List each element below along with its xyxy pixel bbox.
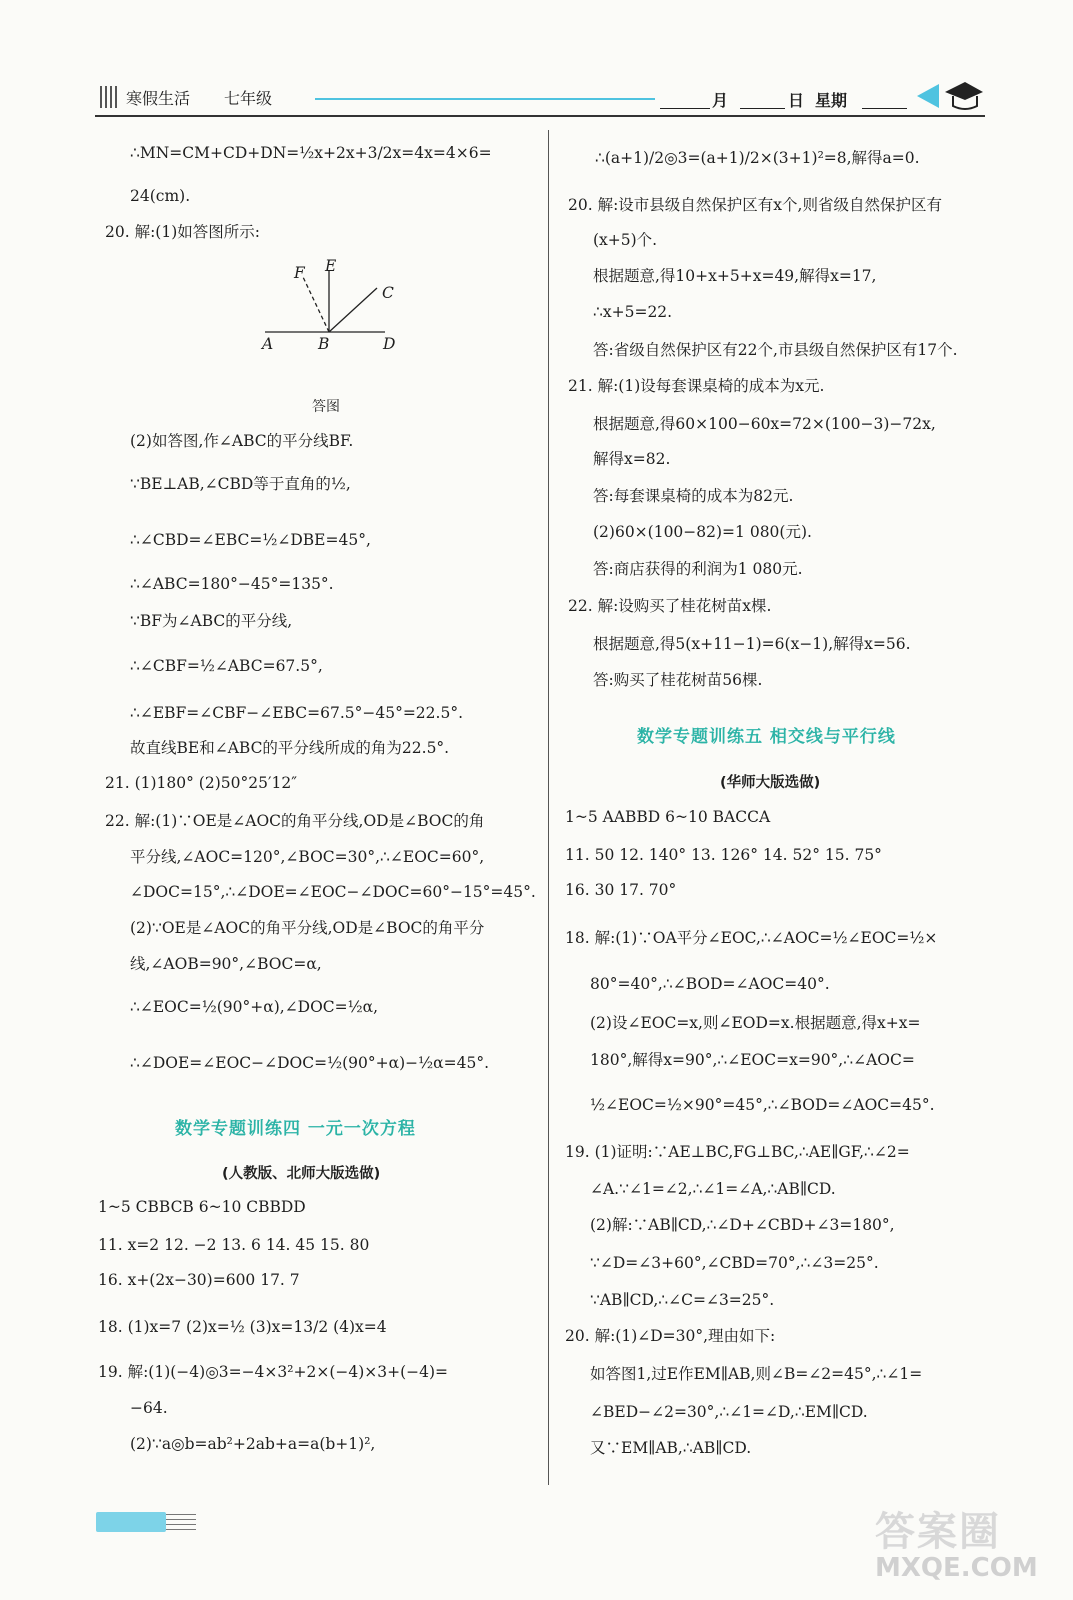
answer-line: 答:购买了桂花树苗56棵.	[593, 671, 763, 689]
answer-line: 20. 解:设市县级自然保护区有x个,则省级自然保护区有	[568, 196, 942, 214]
section-4-title: 数学专题训练四 一元一次方程	[175, 1119, 416, 1139]
answer-line: ∴(a+1)/2◎3=(a+1)/2×(3+1)²=8,解得a=0.	[595, 149, 920, 167]
header-arrow-line	[315, 98, 655, 100]
answer-line: 又∵EM∥AB,∴AB∥CD.	[590, 1439, 752, 1457]
section-5-title: 数学专题训练五 相交线与平行线	[637, 727, 896, 747]
header-stripes-icon	[100, 86, 120, 108]
answer-line: ∠BED−∠2=30°,∴∠1=∠D,∴EM∥CD.	[590, 1403, 868, 1421]
section-4-subtitle: (人教版、北师大版选做)	[222, 1166, 381, 1182]
answer-line: ∵BE⊥AB,∠CBD等于直角的½,	[130, 475, 351, 493]
date-week: 星期	[815, 91, 848, 110]
watermark-logo	[875, 1500, 1038, 1583]
watermark-url: MXQE.COM	[875, 1553, 1038, 1583]
answer-line: ∴∠EBF=∠CBF−∠EBC=67.5°−45°=22.5°.	[130, 704, 464, 722]
answer-line: 180°,解得x=90°,∴∠EOC=x=90°,∴∠AOC=	[590, 1051, 915, 1069]
answer-line: 平分线,∠AOC=120°,∠BOC=30°,∴∠EOC=60°,	[130, 848, 485, 866]
answer-line: −64.	[130, 1399, 168, 1417]
answer-line: 11. 50 12. 140° 13. 126° 14. 52° 15. 75°	[565, 846, 882, 864]
fig-label-b: B	[318, 335, 330, 353]
answer-line: 18. (1)x=7 (2)x=½ (3)x=13/2 (4)x=4	[98, 1318, 387, 1336]
answer-line: (2)60×(100−82)=1 080(元).	[593, 523, 812, 541]
answer-line: 11. x=2 12. −2 13. 6 14. 45 15. 80	[98, 1236, 370, 1254]
answer-line: 线,∠AOB=90°,∠BOC=α,	[130, 955, 322, 973]
date-day: 日	[788, 91, 805, 110]
footer-stripes	[166, 1514, 196, 1530]
answer-line: 80°=40°,∴∠BOD=∠AOC=40°.	[590, 975, 830, 993]
answer-line: 解得x=82.	[593, 450, 671, 468]
answer-line: ½∠EOC=½×90°=45°,∴∠BOD=∠AOC=45°.	[590, 1096, 935, 1114]
answer-line: 22. 解:设购买了桂花树苗x棵.	[568, 597, 772, 615]
answer-line: 19. 解:(1)(−4)◎3=−4×3²+2×(−4)×3+(−4)=	[98, 1363, 449, 1381]
book-title: 寒假生活	[126, 89, 191, 108]
answer-line: (2)设∠EOC=x,则∠EOD=x.根据题意,得x+x=	[590, 1014, 921, 1032]
answer-line: ∴∠DOE=∠EOC−∠DOC=½(90°+α)−½α=45°.	[130, 1054, 490, 1072]
page-number-badge	[96, 1512, 166, 1532]
answer-line: ∠A.∵∠1=∠2,∴∠1=∠A,∴AB∥CD.	[590, 1180, 836, 1198]
date-blank-month	[660, 108, 710, 109]
answer-line: ∵AB∥CD,∴∠C=∠3=25°.	[590, 1291, 775, 1309]
answer-line: (2)∵OE是∠AOC的角平分线,OD是∠BOC的角平分	[130, 919, 485, 937]
line-bc	[329, 288, 377, 332]
answer-line: ∴∠CBF=½∠ABC=67.5°,	[130, 657, 323, 675]
fig-label-a: A	[262, 335, 274, 353]
answer-line: ∵BF为∠ABC的平分线,	[130, 612, 293, 630]
header-rule	[95, 115, 985, 117]
answer-line: (2)解:∵AB∥CD,∴∠D+∠CBD+∠3=180°,	[590, 1216, 895, 1234]
date-month: 月	[712, 91, 729, 110]
answer-line: 1~5 AABBD 6~10 BACCA	[565, 808, 771, 826]
date-blank-day	[740, 108, 785, 109]
fig-label-e: E	[325, 257, 337, 275]
answer-line: 1~5 CBBCB 6~10 CBBDD	[98, 1198, 306, 1216]
answer-line: 21. 解:(1)设每套课桌椅的成本为x元.	[568, 377, 825, 395]
answer-line: 20. 解:(1)∠D=30°,理由如下:	[565, 1327, 776, 1345]
answer-line: 16. 30 17. 70°	[565, 881, 677, 899]
answer-line: 答:省级自然保护区有22个,市县级自然保护区有17个.	[593, 341, 958, 359]
answer-line: 20. 解:(1)如答图所示:	[105, 223, 260, 241]
answer-line: 答:每套课桌椅的成本为82元.	[593, 487, 794, 505]
section-5-subtitle: (华师大版选做)	[720, 775, 821, 791]
answer-line: ∴MN=CM+CD+DN=½x+2x+3/2x=4x=4×6=	[130, 144, 492, 162]
fig-label-d: D	[383, 335, 396, 353]
answer-line: 答:商店获得的利润为1 080元.	[593, 560, 803, 578]
answer-line: ∠DOC=15°,∴∠DOE=∠EOC−∠DOC=60°−15°=45°.	[130, 883, 536, 901]
answer-line: 根据题意,得5(x+11−1)=6(x−1),解得x=56.	[593, 635, 911, 653]
fig-label-f: F	[294, 264, 305, 282]
answer-line: ∴∠CBD=∠EBC=½∠DBE=45°,	[130, 531, 371, 549]
fig-label-c: C	[382, 284, 394, 302]
answer-line: 24(cm).	[130, 187, 191, 205]
answer-line: (2)如答图,作∠ABC的平分线BF.	[130, 432, 354, 450]
answer-line: 19. (1)证明:∵AE⊥BC,FG⊥BC,∴AE∥GF,∴∠2=	[565, 1143, 910, 1161]
answer-line: 18. 解:(1)∵OA平分∠EOC,∴∠AOC=½∠EOC=½×	[565, 929, 938, 947]
answer-line: (2)∵a◎b=ab²+2ab+a=a(b+1)²,	[130, 1435, 376, 1453]
answer-line: (x+5)个.	[593, 231, 658, 249]
graduation-cap-icon	[915, 74, 985, 116]
answer-line: ∴∠ABC=180°−45°=135°.	[130, 575, 334, 593]
date-blank-week	[862, 108, 907, 109]
line-bf	[303, 277, 329, 332]
answer-line: 22. 解:(1)∵OE是∠AOC的角平分线,OD是∠BOC的角	[105, 812, 485, 830]
grade-label: 七年级	[224, 89, 273, 108]
column-divider	[548, 130, 549, 1485]
answer-line: ∴∠EOC=½(90°+α),∠DOC=½α,	[130, 998, 379, 1016]
answer-line: ∵∠D=∠3+60°,∠CBD=70°,∴∠3=25°.	[590, 1254, 879, 1272]
answer-line: 故直线BE和∠ABC的平分线所成的角为22.5°.	[130, 739, 450, 757]
answer-line: 如答图1,过E作EM∥AB,则∠B=∠2=45°,∴∠1=	[590, 1365, 923, 1383]
answer-line: 根据题意,得10+x+5+x=49,解得x=17,	[593, 267, 877, 285]
answer-line: ∴x+5=22.	[593, 303, 673, 321]
answer-line: 根据题意,得60×100−60x=72×(100−3)−72x,	[593, 415, 936, 433]
watermark-text: 答案圈	[875, 1509, 1001, 1555]
answer-line: 16. x+(2x−30)=600 17. 7	[98, 1271, 300, 1289]
figure-caption: 答图	[312, 399, 340, 415]
answer-line: 21. (1)180° (2)50°25′12″	[105, 774, 297, 792]
